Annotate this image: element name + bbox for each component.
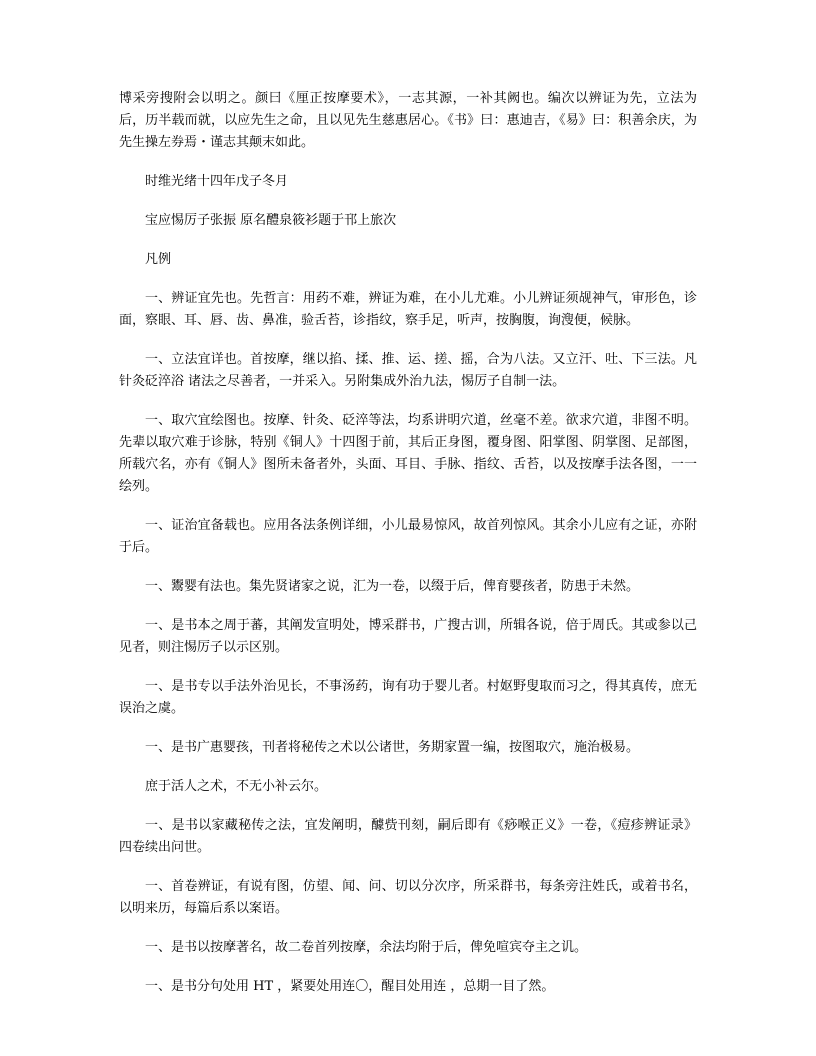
- date-line: 时维光绪十四年戊子冬月: [145, 174, 289, 189]
- rule-paragraph: 一、取穴宜绘图也。按摩、针灸、砭淬等法，均系讲明穴道，丝毫不差。欲求穴道，非图不明。先辈以取穴难于诊脉，特别《铜人》十四图于前，其后正身图，覆身图、阳掌图、阴掌图、足部图，所载穴名，亦有《铜人》图所未备者外，头面、耳目、手脉、指纹、舌苔，以及按摩手法各图，一一绘列。: [119, 413, 697, 494]
- preface-paragraph: 博采旁搜附会以明之。颜曰《厘正按摩要术》，一志其源，一补其阙也。编次以辨证为先，立法为后，历半载而就，以应先生之命，且以见先生慈惠居心。《书》曰：惠迪吉，《易》曰：积善余庆，为先生操左券焉・谨志其颠末如此。: [119, 91, 697, 150]
- rule-paragraph: 一、是书以按摩著名，故二卷首列按摩，余法均附于后，俾免喧宾夺主之讥。: [145, 940, 588, 955]
- rule-paragraph: 一、证治宜备载也。应用各法条例详细，小儿最易惊风，故首列惊风。其余小儿应有之证，亦附于后。: [119, 518, 697, 555]
- section-heading: 凡例: [145, 252, 172, 267]
- rule-paragraph: 一、立法宜详也。首按摩，继以掐、揉、推、运、搓、摇，合为八法。又立汗、吐、下三法。凡针灸砭淬浴 诸法之尽善者，一并采入。另附集成外治九法，惕厉子自制一法。: [119, 352, 697, 389]
- rule-paragraph: 一、是书本之周于蕃，其阐发宣明处，博采群书，广搜古训，所辑各说，倍于周氏。其或参以己见者，则注惕厉子以示区别。: [119, 618, 697, 655]
- rule-paragraph: 一、首卷辨证，有说有图，仿望、闻、问、切以分次序，所采群书，每条旁注姓氏，或着书名，以明来历，每篇后系以案语。: [119, 879, 697, 916]
- rule-paragraph: 庶于活人之术，不无小补云尔。: [145, 779, 328, 794]
- signature-line: 宝应惕厉子张振 原名醴泉筱衫题于邗上旅次: [145, 213, 397, 228]
- rule-paragraph: 一、鬻婴有法也。集先贤诸家之说，汇为一卷，以缀于后，俾育婴孩者，防患于未然。: [145, 579, 640, 594]
- rule-paragraph: 一、是书专以手法外治见长，不事汤药，询有功于婴儿者。村妪野叟取而习之，得其真传，庶无误治之虞。: [119, 679, 697, 716]
- rule-paragraph: 一、是书以家藏秘传之法，宜发阐明，醵赀刊刻，嗣后即有《痧喉正义》一卷，《痘疹辨证录》四卷续出问世。: [119, 818, 697, 855]
- rule-paragraph: 一、是书分句处用 HT ，紧要处用连〇，醒目处用连 ，总期一目了然。: [145, 979, 555, 994]
- rule-paragraph: 一、辨证宜先也。先哲言：用药不难，辨证为难，在小儿尤难。小儿辨证须觇神气，审形色，诊面，察眼、耳、唇、齿、鼻准，验舌苔，诊指纹，察手足，听声，按胸腹，询溲便，候脉。: [119, 291, 697, 328]
- document-page: [119, 88, 697, 1015]
- rule-paragraph: 一、是书广惠婴孩，刊者将秘传之术以公诸世，务期家置一编，按图取穴，施治极易。: [145, 740, 640, 755]
